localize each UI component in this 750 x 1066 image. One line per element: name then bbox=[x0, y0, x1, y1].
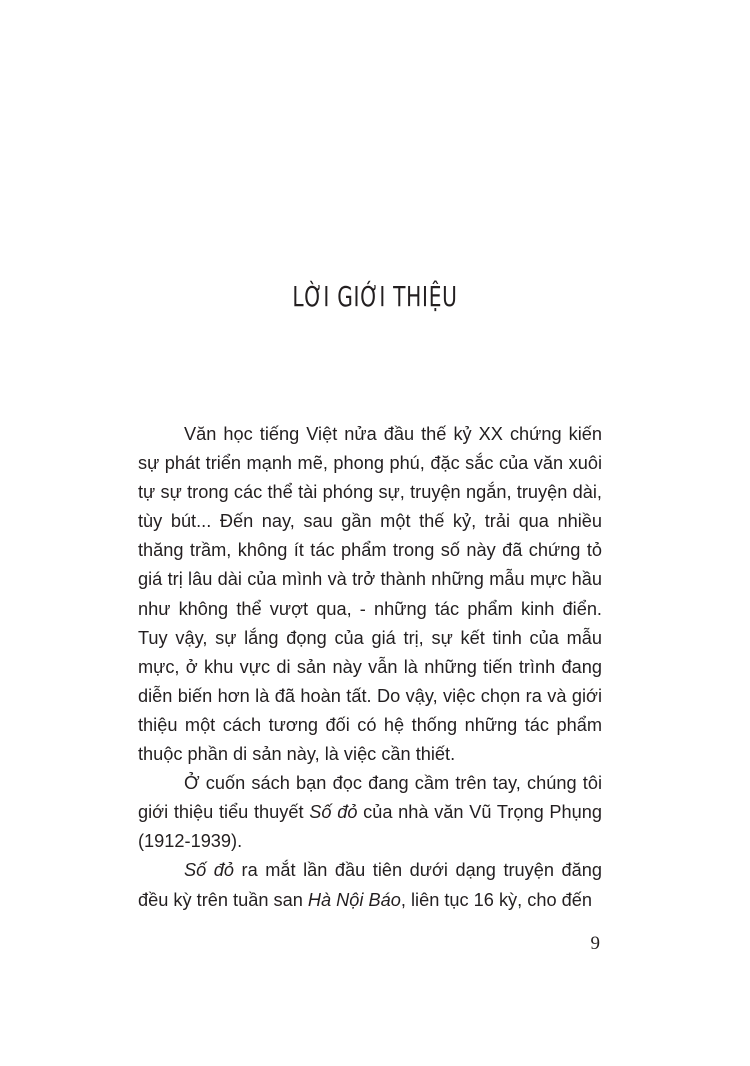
paragraph bbox=[138, 769, 602, 856]
body-text bbox=[138, 420, 602, 915]
book-title-italic: Số đỏ bbox=[184, 860, 235, 881]
paragraph-text: , liên tục 16 kỳ, cho đến bbox=[400, 889, 592, 910]
newspaper-title-italic: Hà Nội Báo bbox=[307, 889, 401, 910]
chapter-title: LỜI GIỚI THIỆU bbox=[292, 280, 458, 313]
paragraph-text: Ở cuốn sách bạn đọc đang cầm trên tay, chúng tôi giới thiệu tiểu thuyết bbox=[138, 773, 602, 823]
paragraph-text: của nhà văn Vũ Trọng Phụng (1912-1939). bbox=[138, 802, 602, 852]
book-title-italic: Số đỏ bbox=[309, 802, 358, 823]
paragraph bbox=[138, 420, 602, 769]
paragraph-text: Văn học tiếng Việt nửa đầu thế kỷ XX chứng kiến sự phát triển mạnh mẽ, phong phú, đặc sắc của văn xuôi tự sự trong các thể tài phóng sự, truyện ngắn, truyện dài, tùy bút... Đến nay, sau gần một thế kỷ, trải qua nhiều thăng trầm, không ít tác phẩm trong số này đã chứng tỏ giá trị lâu dài của mình và trở thành những mẫu mực hầu như không thể vượt qua, - những tác phẩm kinh điển. Tuy vậy, sự lắng đọng của giá trị, sự kết tinh của mẫu mực, ở khu vực di sản này vẫn là những tiến trình đang diễn biến hơn là đã hoàn tất. Do vậy, việc chọn ra và giới thiệu một cách tương đối có hệ thống những tác phẩm thuộc phần di sản này, là việc cần thiết. bbox=[138, 424, 602, 765]
page-number: 9 bbox=[590, 933, 600, 954]
paragraph bbox=[138, 856, 602, 914]
paragraph-text: ra mắt lần đầu tiên dưới dạng truyện đăng đều kỳ trên tuần san bbox=[138, 860, 602, 910]
